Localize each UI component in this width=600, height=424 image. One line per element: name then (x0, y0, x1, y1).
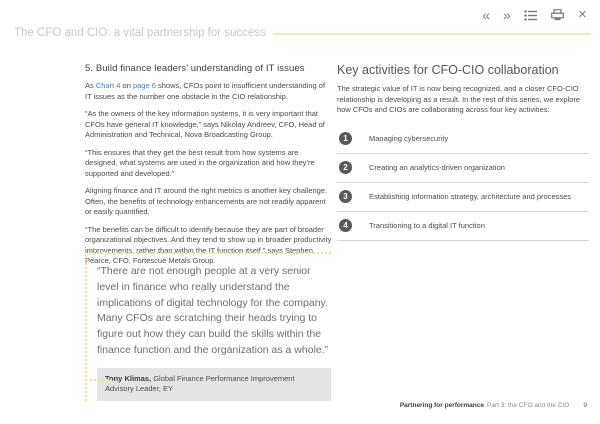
chart-4-link[interactable]: Chart 4 (95, 81, 121, 90)
footer-part-title: Part 3: the CFO and the CIO (487, 402, 570, 409)
list-item (337, 125, 589, 154)
key-activities-intro: The strategic value of IT is now being recognized, and a closer CFO-CIO relationship is developing as a result. In the rest of this series, we explore how CFOs and CIOs are collaborating across four key activities: (337, 84, 581, 114)
list-item (337, 183, 589, 212)
left-column (85, 63, 332, 274)
page-title: The CFO and CIO: a vital partnership for success (14, 27, 266, 39)
quote-text: “There are not enough people at a very senior level in finance who really understand the implications of digital technology for the company. Many CFOs are scratching their heads trying to figure out how they can build the skills within the finance function and the organization as a whole.” (97, 265, 329, 356)
list-item-label: Transitioning to a digital IT function (369, 221, 485, 230)
para1-text: on (120, 81, 133, 90)
para1-text: As (85, 81, 96, 90)
section-heading: 5. Build finance leaders’ understanding of IT issues (85, 63, 305, 74)
key-activities-list (337, 125, 589, 241)
footer-page-number: 9 (583, 402, 587, 409)
list-item-label: Creating an analytics-driven organization (369, 163, 505, 172)
list-item-label: Managing cybersecurity (369, 134, 449, 143)
footer-report-title: Partnering for performance (399, 402, 484, 409)
number-badge: 4 (339, 219, 352, 232)
next-page-icon[interactable]: » (502, 7, 510, 23)
number-badge: 3 (339, 190, 352, 203)
list-item (337, 154, 589, 183)
page-6-link[interactable]: page 6 (132, 81, 156, 90)
page-header (14, 27, 590, 39)
paragraph-1 (85, 81, 332, 102)
previous-page-icon[interactable]: « (482, 7, 489, 23)
list-item-label: Establishing information strategy, architecture and processes (369, 192, 572, 201)
contents-list-icon[interactable] (524, 8, 537, 22)
key-activities-heading: Key activities for CFO-CIO collaboration (337, 63, 559, 77)
page-footer (400, 402, 587, 409)
paragraph-5: “The benefits can be difficult to identify because they are part of broader organizational objectives. And they tend to show up in broader productivity improvements, rather than within the IT function itself,” says Stephen Pearce, CFO, Fortescue Metals Group. (85, 224, 332, 265)
number-badge: 1 (339, 132, 352, 145)
paragraph-4: Aligning finance and IT around the right metrics is another key challenge. Often, the benefits of technology enhancements are not readily apparent or easily quantified. (85, 186, 328, 216)
list-item (337, 212, 589, 241)
title-accent-rule (273, 33, 590, 35)
close-icon[interactable]: ✕ (577, 9, 586, 21)
para1-text: shows, CFOs point to insufficient understanding of IT issues as the number one obstacle in the CIO relationship. (85, 81, 326, 101)
quote-attribution-name: Tony Klimas, (105, 373, 152, 383)
quote-attribution-role: Global Finance Performance Improvement Advisory Leader, EY (105, 373, 295, 393)
paragraph-3: “This ensures that they get the best result from how systems are designed, what systems are used in the organization and how they’re supported and developed.” (85, 147, 315, 178)
paragraph-2: “As the owners of the key information systems, it is very important that CFOs have general IT knowledge,” says Nikolay Andreev, CFO, Head of Administration and Technical, Nova Broadcasting Group. (85, 109, 325, 139)
pull-quote-block (85, 252, 331, 401)
number-badge: 2 (339, 161, 352, 174)
right-column (337, 63, 589, 241)
quote-border-endcap (85, 379, 112, 381)
viewer-toolbar (482, 8, 586, 22)
quote-attribution (97, 368, 331, 401)
print-icon[interactable] (551, 8, 564, 22)
